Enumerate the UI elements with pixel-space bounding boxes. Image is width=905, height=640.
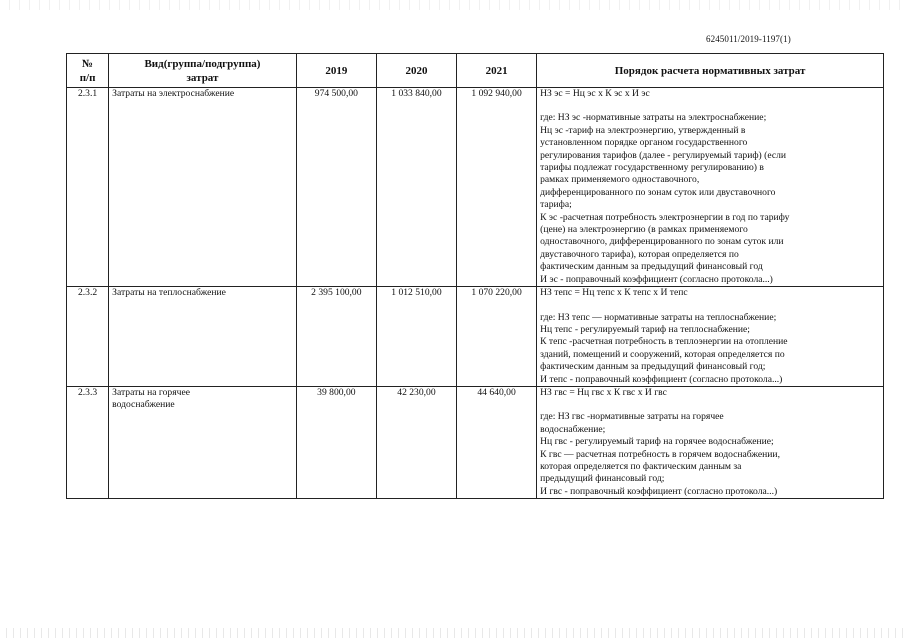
- description-line: одноставочного, дифференцированного по зонам суток или: [540, 236, 784, 248]
- scan-artifact-top: [0, 0, 905, 10]
- spacer: [540, 300, 880, 312]
- description-line: К гвс — расчетная потребность в горячем водоснабжении,: [540, 448, 780, 460]
- description-line: дифференцированного по зонам суток или двуставочного: [540, 186, 776, 198]
- description-line: И тепс - поправочный коэффициент (согласно протокола...): [540, 373, 783, 385]
- description-line: зданий, помещений и сооружений, которая определяется по: [540, 348, 785, 360]
- header-2020: 2020: [376, 54, 456, 88]
- header-kind-line1: Вид(группа/подгруппа): [144, 57, 261, 70]
- description-line: где: НЗ гвс -нормативные затраты на горячее: [540, 411, 724, 423]
- description-line: К эс -расчетная потребность электроэнергии в год по тарифу: [540, 211, 790, 223]
- cost-kind-line: Затраты на электроснабжение: [112, 88, 235, 99]
- header-num-line2: п/п: [79, 71, 96, 84]
- formula: НЗ тепс = Нц тепс х К тепс х И тепс: [540, 287, 688, 299]
- row-number: 2.3.1: [67, 88, 109, 287]
- cost-kind-line: Затраты на горячее: [112, 386, 190, 398]
- amount-2021: 44 640,00: [457, 386, 537, 498]
- table-row: [67, 287, 884, 387]
- amount-2020: 42 230,00: [376, 386, 456, 498]
- header-row: [67, 54, 884, 88]
- cost-kind: [109, 386, 297, 498]
- header-2021: 2021: [457, 54, 537, 88]
- description-line: Нц гвс - регулируемый тариф на горячее водоснабжение;: [540, 436, 774, 448]
- description-line: регулирования тарифов (далее - регулируемый тариф) (если: [540, 149, 787, 161]
- description-line: где: НЗ эс -нормативные затраты на электроснабжение;: [540, 112, 767, 124]
- calculation-order: [537, 287, 884, 387]
- amount-2019: 39 800,00: [296, 386, 376, 498]
- description-line: рамках применяемого одноставочного,: [540, 174, 700, 186]
- amount-2021: 1 070 220,00: [457, 287, 537, 387]
- cost-kind: [109, 287, 297, 387]
- description-line: И эс - поправочный коэффициент (согласно протокола...): [540, 273, 773, 285]
- description-line: которая определяется по фактическим данным за: [540, 460, 742, 472]
- calculation-order: [537, 386, 884, 498]
- description-line: двуставочного тарифа), которая определяется по: [540, 248, 739, 260]
- header-num: [67, 54, 109, 88]
- calculation-order: [537, 88, 884, 287]
- header-2019: 2019: [296, 54, 376, 88]
- document-number: 6245011/2019-1197(1): [706, 34, 791, 44]
- description-line: Нц тепс - регулируемый тариф на теплоснабжение;: [540, 323, 750, 335]
- row-number: 2.3.3: [67, 386, 109, 498]
- description-line: И гвс - поправочный коэффициент (согласно протокола...): [540, 485, 778, 497]
- cost-kind-line: водоснабжение: [112, 399, 175, 411]
- header-kind: [109, 54, 297, 88]
- description-line: фактическим данным за предыдущий финансовый год: [540, 261, 763, 273]
- description-line: водоснабжение;: [540, 423, 606, 435]
- costs-table: [66, 53, 884, 499]
- description-line: тарифа;: [540, 199, 572, 211]
- description-line: К тепс -расчетная потребность в теплоэнергии на отопление: [540, 336, 788, 348]
- spacer: [540, 399, 880, 411]
- description-line: предыдущий финансовый год;: [540, 473, 665, 485]
- description-line: установленном порядке органом государственного: [540, 137, 748, 149]
- formula: НЗ гвс = Нц гвс х К гвс х И гвс: [540, 386, 667, 398]
- amount-2019: 974 500,00: [296, 88, 376, 287]
- cost-kind: [109, 88, 297, 287]
- table-row: [67, 88, 884, 287]
- table-row: [67, 386, 884, 498]
- description-line: тарифы подлежат государственному регулированию) в: [540, 162, 764, 174]
- amount-2021: 1 092 940,00: [457, 88, 537, 287]
- row-number: 2.3.2: [67, 287, 109, 387]
- formula: НЗ эс = Нц эс х К эс х И эс: [540, 88, 650, 99]
- header-num-line1: №: [82, 57, 94, 70]
- header-order: Порядок расчета нормативных затрат: [537, 54, 884, 88]
- amount-2020: 1 012 510,00: [376, 287, 456, 387]
- scan-artifact-bottom: [0, 628, 905, 638]
- description-line: фактическим данным за предыдущий финансовый год;: [540, 361, 766, 373]
- spacer: [540, 100, 880, 112]
- cost-kind-line: Затраты на теплоснабжение: [112, 287, 226, 299]
- amount-2019: 2 395 100,00: [296, 287, 376, 387]
- description-line: где: НЗ тепс — нормативные затраты на теплоснабжение;: [540, 311, 777, 323]
- amount-2020: 1 033 840,00: [376, 88, 456, 287]
- description-line: (цене) на электроэнергию (в рамках применяемого: [540, 224, 748, 236]
- header-kind-line2: затрат: [186, 71, 219, 84]
- description-line: Нц эс -тариф на электроэнергию, утвержденный в: [540, 124, 746, 136]
